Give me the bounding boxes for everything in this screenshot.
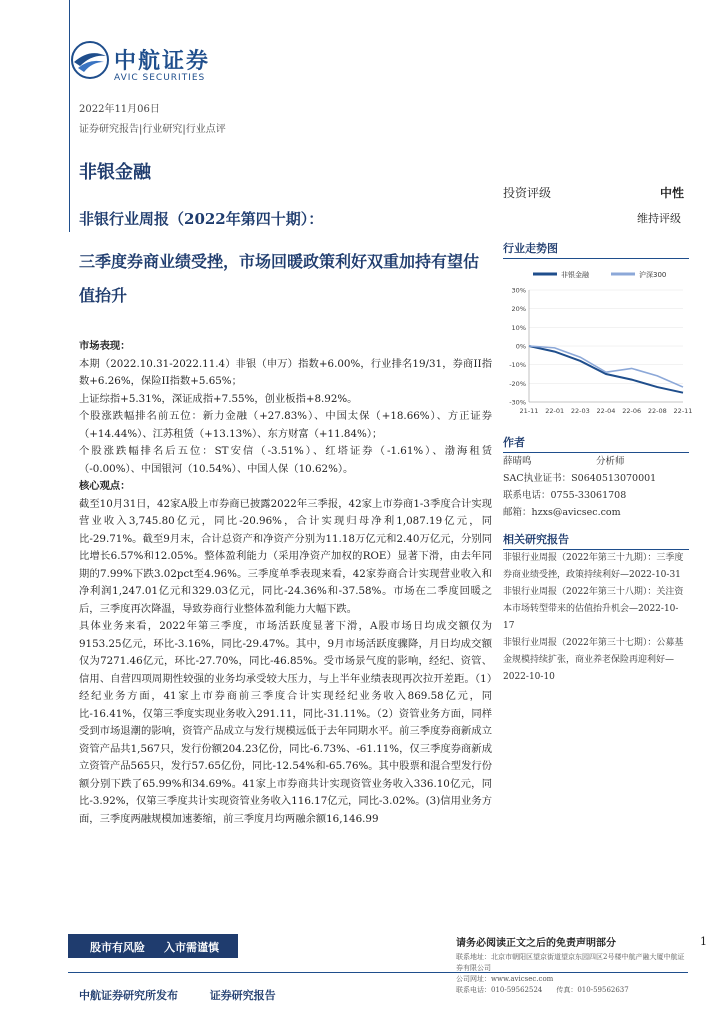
disclaimer-line: 联系电话：010-59562524 传真：010-59562637 [456, 986, 629, 994]
x-tick-label: 22-01 [545, 407, 565, 415]
trend-chart [503, 262, 693, 420]
report-type: 证券研究报告|行业研究|行业点评 [79, 124, 226, 135]
report-date: 2022年11月06日 [79, 104, 160, 115]
trend-chart-section [503, 240, 689, 259]
market-line: 本期（2022.10.31-2022.11.4）非银（申万）指数+6.00%，行业排名19/31，券商II指数+6.26%，保险II指数+5.65%； [79, 357, 492, 387]
report-headline: 三季度券商业绩受挫，市场回暖政策利好双重加持有望估值抬升 [79, 252, 480, 305]
author-email: hzxs@avicsec.com [531, 507, 621, 518]
legend-label: 非银金融 [561, 271, 589, 279]
market-line: 个股涨跌幅排名前五位：新力金融（+27.83%）、中国太保（+18.66%）、方正证券（+14.44%）、江苏租赁（+13.13%）、东方财富（+11.84%）； [79, 410, 492, 440]
rating-sub: 维持评级 [637, 212, 681, 225]
series-line [529, 346, 683, 387]
y-tick-label: -10% [509, 361, 526, 370]
footer-divider [68, 972, 688, 973]
trend-chart-svg [503, 262, 693, 420]
disclaimer-title: 请务必阅读正文之后的免责声明部分 [456, 938, 616, 949]
core-paragraph: 截至10月31日，42家A股上市券商已披露2022年三季报，42家上市券商1-3季度合计实现营业收入3,745.80亿元，同比-20.96%，合计实现归母净利1,087.19亿元，同比-29.71%。截至9月末，合计总资产和净资产分别为11.18万亿元和2.40万亿元，分别同比增长6.57%和12.05%。整体盈利能力（采用净资产加权的ROE）显著下滑，由去年同期的7.99%下跌3.02pct至4.96%。三季度单季表现来看，42家券商合计实现营业收入和净利润1,247.01亿元和329.03亿元，同比-24.36%和-37.58%。市场在二季度回暖之后，三季度再次降温，导致券商行业整体盈利能力大幅下跌。 [79, 497, 492, 615]
market-title: 市场表现： [79, 340, 131, 352]
disclaimer-line: 公司网址：www.avicsec.com [456, 975, 554, 983]
legend-label: 沪深300 [639, 271, 667, 279]
company-logo [70, 40, 260, 90]
x-tick-label: 22-08 [647, 407, 667, 415]
rating-value: 中性 [660, 186, 685, 200]
author-cert-label: SAC执业证书： [503, 473, 572, 484]
related-item[interactable]: 非银行业周报（2022年第三十九期）：三季度券商业绩受挫，政策持续利好—2022-10-31 [503, 553, 684, 580]
footer-right: 证券研究报告 [209, 989, 276, 1002]
y-tick-label: -20% [509, 379, 526, 388]
risk-left: 股市有风险 [90, 941, 145, 954]
author-section [503, 434, 689, 521]
author-title: 作者 [503, 434, 689, 453]
logo-name-cn: 中航证券 [114, 49, 211, 74]
y-tick-label: -30% [509, 398, 526, 407]
author-cert: S0640513070001 [571, 473, 657, 484]
rating-label: 投资评级 [503, 186, 552, 200]
sector-title: 非银金融 [79, 162, 151, 183]
page-number: 1 [700, 935, 707, 948]
footer [79, 987, 276, 1003]
author-info [503, 453, 689, 521]
avic-emblem-icon [70, 40, 110, 80]
disclaimer-info [456, 952, 686, 996]
risk-right: 入市需谨慎 [164, 941, 219, 954]
related-reports-section [503, 531, 689, 686]
market-line: 上证综指+5.31%，深证成指+7.55%，创业板指+8.92%。 [79, 392, 358, 405]
y-tick-label: 30% [511, 286, 526, 295]
related-item[interactable]: 非银行业周报（2022年第三十八期）：关注资本市场转型带来的估值抬升机会—2022-10-17 [503, 587, 684, 631]
core-paragraph: 具体业务来看，2022年第三季度，市场活跃度显著下滑，A股市场日均成交额仅为9153.25亿元，环比-3.16%，同比-29.47%。其中，9月市场活跃度骤降，月日均成交额仅为7271.46亿元，环比-27.70%，同比-46.85%。受市场景气度的影响，经纪、资管、信用、自营四项周期性较强的业务均承受较大压力，与上半年业绩表现再次拉开差距。（1）经纪业务方面，41家上市券商前三季度合计实现经纪业务收入869.58亿元，同比-16.41%，仅第三季度实现业务收入291.11，同比-31.11%。（2）资管业务方面，同样受到市场退潮的影响，资管产品成立与发行规模远低于去年同期水平。前三季度券商新成立资管产品共1,567只，发行份额204.23亿份，同比-6.73%、-61.11%，仅三季度券商新成立资管产品565只，发行57.65亿份，同比-12.54%和-65.76%。其中股票和混合型发行份额分别下跌了65.99%和34.69%。41家上市券商共计实现资管业务收入336.10亿元，同比-3.92%，仅第三季度共计实现资管业务收入116.17亿元，同比-3.02%。(3)信用业务方面，三季度两融规模加速萎缩，前三季度月均两融余额16,146.99 [79, 620, 492, 825]
disclaimer-line: 联系地址：北京市朝阳区望京街道望京东园四区2号楼中航产融大厦中航证券有限公司 [456, 953, 685, 972]
author-phone-label: 联系电话： [503, 490, 551, 501]
core-title: 核心观点： [79, 480, 131, 492]
logo-name-en: AVIC SECURITIES [114, 73, 206, 83]
header-vertical-rule [69, 0, 70, 232]
risk-banner [68, 934, 238, 958]
author-email-row [503, 504, 689, 521]
market-section [79, 338, 492, 828]
trend-chart-title: 行业走势图 [503, 240, 689, 259]
footer-left: 中航证券研究所发布 [79, 989, 178, 1002]
author-cert-row [503, 470, 689, 487]
y-tick-label: 20% [511, 305, 526, 314]
market-line: 个股涨跌幅排名后五位：ST安信（-3.51%）、红塔证券（-1.61%）、渤海租赁（-0.00%）、中国银河（10.54%）、中国人保（10.62%）。 [79, 445, 492, 475]
related-list [503, 550, 689, 686]
author-role: 分析师 [596, 456, 625, 467]
y-tick-label: 10% [511, 323, 526, 332]
x-tick-label: 22-03 [570, 407, 590, 415]
x-tick-label: 22-06 [622, 407, 642, 415]
x-tick-label: 21-11 [519, 407, 539, 415]
series-line [529, 346, 683, 393]
author-phone-row [503, 487, 689, 504]
author-name-row [503, 453, 689, 470]
y-tick-label: 0% [515, 342, 526, 351]
x-tick-label: 22-11 [673, 407, 693, 415]
x-tick-label: 22-04 [596, 407, 616, 415]
author-name: 薛晴鸣 [503, 456, 532, 467]
related-item[interactable]: 非银行业周报（2022年第三十七期）：公募基金规模持续扩张，商业养老保险再迎利好—2022-10-10 [503, 638, 684, 682]
related-title: 相关研究报告 [503, 531, 689, 550]
author-phone: 0755-33061708 [550, 490, 627, 501]
report-subtitle: 非银行业周报（2022年第四十期）： [79, 210, 324, 228]
author-email-label: 邮箱： [503, 507, 532, 518]
